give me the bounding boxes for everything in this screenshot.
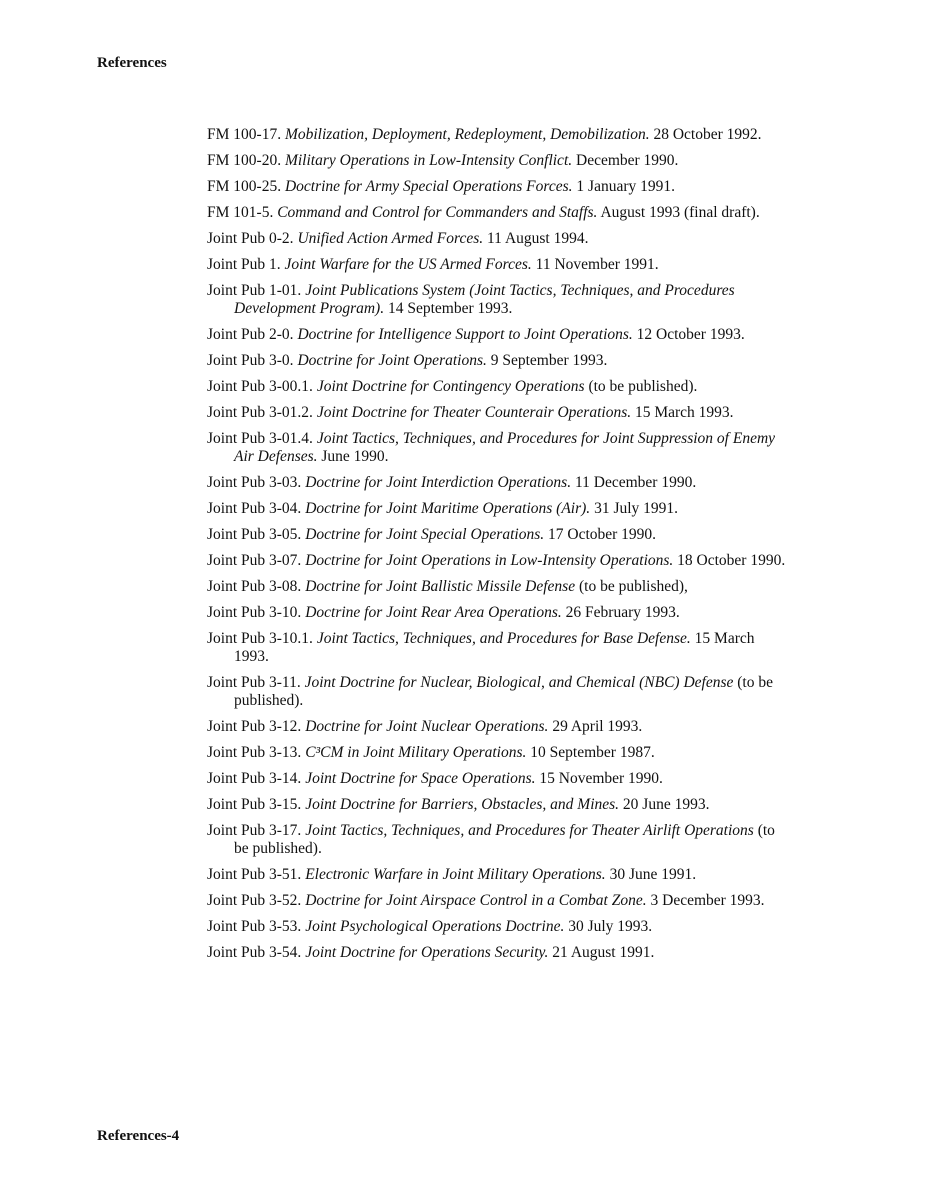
- pub-date: 15 March 1993.: [634, 404, 734, 421]
- pub-number: Joint Pub 3-17.: [207, 822, 302, 839]
- pub-date: 18 October 1990.: [677, 552, 786, 569]
- pub-date: (to be published).: [234, 822, 775, 857]
- reference-entry: [207, 282, 792, 318]
- pub-number: Joint Pub 3-10.1.: [207, 630, 313, 647]
- reference-entry: [207, 326, 792, 344]
- pub-date: 10 September 1987.: [530, 744, 655, 761]
- pub-title: Doctrine for Joint Maritime Operations (Air).: [305, 500, 591, 517]
- reference-entry: [207, 352, 792, 370]
- reference-entry: [207, 918, 792, 936]
- pub-date: 30 June 1991.: [609, 866, 697, 883]
- reference-entry: [207, 378, 792, 396]
- pub-title: Joint Doctrine for Barriers, Obstacles, and Mines.: [305, 796, 620, 813]
- pub-title: Military Operations in Low-Intensity Conflict.: [284, 152, 573, 169]
- pub-number: Joint Pub 3-11.: [207, 674, 301, 691]
- reference-entry: [207, 578, 792, 596]
- pub-title: Doctrine for Joint Operations in Low-Intensity Operations.: [305, 552, 674, 569]
- pub-number: Joint Pub 3-04.: [207, 500, 302, 517]
- pub-number: Joint Pub 3-52.: [207, 892, 302, 909]
- pub-title: Joint Tactics, Techniques, and Procedures for Theater Airlift Operations: [305, 822, 754, 839]
- reference-entry: [207, 674, 792, 710]
- pub-date: 29 April 1993.: [552, 718, 643, 735]
- pub-date: 31 July 1991.: [594, 500, 679, 517]
- pub-title: Doctrine for Joint Nuclear Operations.: [305, 718, 549, 735]
- pub-number: FM 100-25.: [207, 178, 282, 195]
- pub-title: Joint Tactics, Techniques, and Procedures for Joint Suppression of Enemy Air Defenses.: [234, 430, 776, 465]
- pub-title: Joint Publications System (Joint Tactics, Techniques, and Procedures Development Program).: [234, 282, 735, 317]
- pub-date: 21 August 1991.: [552, 944, 655, 961]
- pub-number: Joint Pub 1.: [207, 256, 281, 273]
- reference-entry: [207, 944, 792, 962]
- reference-entry: [207, 178, 792, 196]
- pub-title: Mobilization, Deployment, Redeployment, Demobilization.: [284, 126, 650, 143]
- pub-date: June 1990.: [321, 448, 389, 465]
- pub-date: August 1993 (final draft).: [600, 204, 760, 221]
- pub-number: Joint Pub 3-13.: [207, 744, 302, 761]
- pub-number: Joint Pub 3-05.: [207, 526, 302, 543]
- pub-title: Joint Doctrine for Theater Counterair Operations.: [316, 404, 632, 421]
- pub-number: Joint Pub 3-54.: [207, 944, 302, 961]
- pub-title: Joint Tactics, Techniques, and Procedures for Base Defense.: [316, 630, 691, 647]
- pub-title: Doctrine for Joint Special Operations.: [305, 526, 545, 543]
- pub-title: Joint Doctrine for Space Operations.: [305, 770, 536, 787]
- reference-entry: [207, 256, 792, 274]
- page-header: References: [97, 55, 167, 71]
- pub-title: Doctrine for Joint Airspace Control in a Combat Zone.: [305, 892, 647, 909]
- pub-number: Joint Pub 3-53.: [207, 918, 302, 935]
- pub-date: 15 November 1990.: [539, 770, 663, 787]
- pub-number: Joint Pub 3-01.2.: [207, 404, 313, 421]
- pub-title: Doctrine for Army Special Operations Forces.: [284, 178, 573, 195]
- reference-entry: [207, 718, 792, 736]
- pub-date: 12 October 1993.: [636, 326, 745, 343]
- pub-date: December 1990.: [576, 152, 679, 169]
- pub-date: 17 October 1990.: [548, 526, 657, 543]
- reference-entry: [207, 770, 792, 788]
- reference-entry: [207, 796, 792, 814]
- reference-entry: [207, 744, 792, 762]
- reference-entry: [207, 404, 792, 422]
- pub-title: Joint Warfare for the US Armed Forces.: [284, 256, 532, 273]
- pub-date: 28 October 1992.: [653, 126, 762, 143]
- pub-title: Joint Doctrine for Contingency Operations: [316, 378, 585, 395]
- reference-entry: [207, 230, 792, 248]
- pub-title: Joint Psychological Operations Doctrine.: [305, 918, 565, 935]
- pub-date: (to be published).: [234, 674, 773, 709]
- pub-number: Joint Pub 3-00.1.: [207, 378, 313, 395]
- pub-number: FM 100-17.: [207, 126, 282, 143]
- pub-title: Electronic Warfare in Joint Military Operations.: [305, 866, 606, 883]
- pub-number: Joint Pub 3-12.: [207, 718, 302, 735]
- pub-number: Joint Pub 2-0.: [207, 326, 294, 343]
- reference-entry: [207, 152, 792, 170]
- pub-date: 11 November 1991.: [535, 256, 659, 273]
- reference-entry: [207, 126, 792, 144]
- pub-number: Joint Pub 3-01.4.: [207, 430, 313, 447]
- pub-title: Doctrine for Joint Interdiction Operations.: [305, 474, 572, 491]
- pub-number: Joint Pub 3-15.: [207, 796, 302, 813]
- reference-entry: [207, 822, 792, 858]
- reference-entry: [207, 552, 792, 570]
- pub-number: Joint Pub 0-2.: [207, 230, 294, 247]
- pub-number: Joint Pub 3-03.: [207, 474, 302, 491]
- pub-number: Joint Pub 3-14.: [207, 770, 302, 787]
- pub-date: 9 September 1993.: [490, 352, 608, 369]
- reference-entry: [207, 204, 792, 222]
- pub-date: (to be published).: [588, 378, 698, 395]
- pub-title: Doctrine for Joint Operations.: [297, 352, 487, 369]
- reference-entry: [207, 474, 792, 492]
- reference-entry: [207, 866, 792, 884]
- pub-date: 15 March 1993.: [234, 630, 755, 665]
- reference-entry: [207, 430, 792, 466]
- pub-number: Joint Pub 3-07.: [207, 552, 302, 569]
- pub-number: Joint Pub 1-01.: [207, 282, 302, 299]
- pub-date: 20 June 1993.: [622, 796, 710, 813]
- pub-date: 11 December 1990.: [574, 474, 697, 491]
- pub-title: Joint Doctrine for Nuclear, Biological, and Chemical (NBC) Defense: [304, 674, 734, 691]
- pub-date: 26 February 1993.: [565, 604, 680, 621]
- pub-number: Joint Pub 3-51.: [207, 866, 302, 883]
- pub-title: Doctrine for Joint Rear Area Operations.: [305, 604, 562, 621]
- reference-entry: [207, 500, 792, 518]
- pub-title: Joint Doctrine for Operations Security.: [305, 944, 549, 961]
- pub-date: 11 August 1994.: [487, 230, 589, 247]
- pub-number: Joint Pub 3-08.: [207, 578, 302, 595]
- pub-number: Joint Pub 3-0.: [207, 352, 294, 369]
- reference-entry: [207, 526, 792, 544]
- reference-list: [207, 126, 792, 970]
- pub-date: 3 December 1993.: [650, 892, 765, 909]
- pub-date: 1 January 1991.: [576, 178, 675, 195]
- pub-date: 14 September 1993.: [387, 300, 513, 317]
- pub-title: Command and Control for Commanders and Staffs.: [277, 204, 598, 221]
- pub-number: Joint Pub 3-10.: [207, 604, 302, 621]
- pub-number: FM 100-20.: [207, 152, 282, 169]
- reference-entry: [207, 630, 792, 666]
- page-footer: References-4: [97, 1128, 180, 1144]
- pub-title: Doctrine for Intelligence Support to Joint Operations.: [297, 326, 633, 343]
- reference-entry: [207, 892, 792, 910]
- pub-number: FM 101-5.: [207, 204, 274, 221]
- pub-title: Unified Action Armed Forces.: [297, 230, 484, 247]
- reference-entry: [207, 604, 792, 622]
- pub-date: (to be published),: [578, 578, 688, 595]
- pub-title: C³CM in Joint Military Operations.: [305, 744, 527, 761]
- pub-date: 30 July 1993.: [568, 918, 653, 935]
- pub-title: Doctrine for Joint Ballistic Missile Defense: [305, 578, 576, 595]
